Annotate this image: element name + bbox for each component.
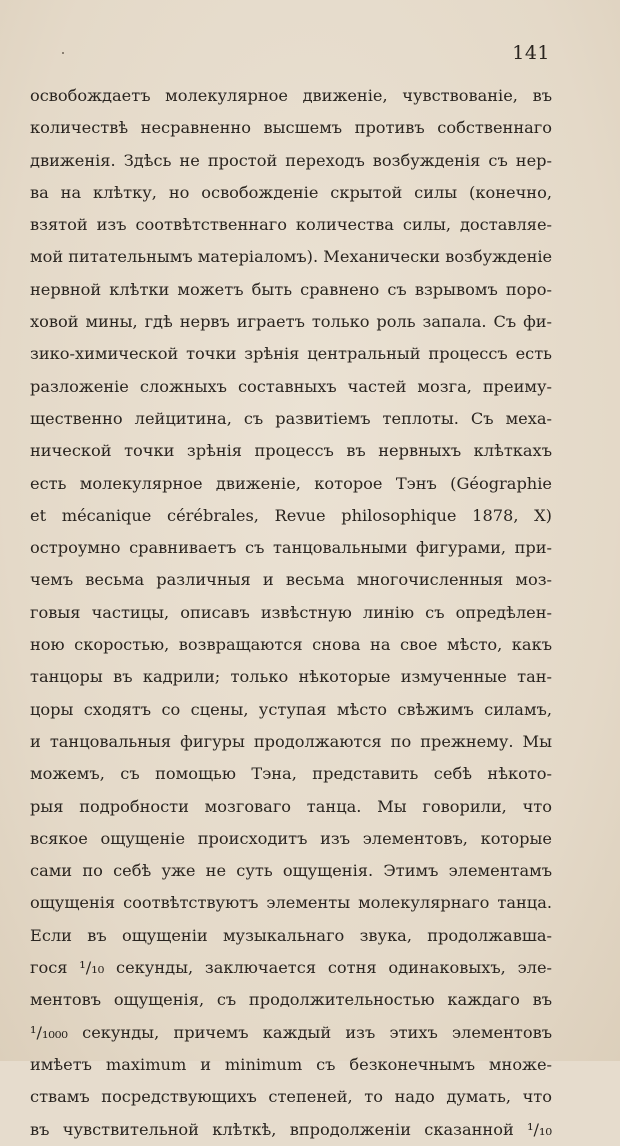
text-line: цоры сходятъ со сцены, уступая мѣсто свѣжимъ силамъ, — [30, 699, 552, 719]
text-line: можемъ, съ помощью Тэна, представить себѣ нѣкото- — [30, 764, 552, 784]
text-line: et mécanique cérébrales, Revue philosophique 1878, X) — [30, 505, 552, 525]
text-line: чемъ весьма различныя и весьма многочисленныя моз- — [30, 570, 552, 590]
text-line: зико-химической точки зрѣнія центральный процессъ есть — [30, 344, 552, 364]
text-line: ною скоростью, возвращаются снова на свое мѣсто, какъ — [30, 635, 552, 655]
text-line: ховой мины, гдѣ нервъ играетъ только роль запала. Съ фи- — [30, 312, 552, 332]
ink-speck — [62, 52, 64, 54]
text-line: ментовъ ощущенія, съ продолжительностью каждаго въ — [30, 990, 552, 1010]
text-line: освобождаетъ молекулярное движеніе, чувствованіе, въ — [30, 86, 552, 105]
text-line: танцоры въ кадрили; только нѣкоторые измученные тан- — [30, 667, 552, 687]
text-line: взятой изъ соотвѣтственнаго количества силы, доставляе- — [30, 215, 552, 235]
text-line: разложеніе сложныхъ составныхъ частей мозга, преиму- — [30, 376, 552, 396]
text-line: ¹/₁₀₀₀ секунды, причемъ каждый изъ этихъ элементовъ — [30, 1022, 552, 1042]
body-text — [30, 80, 552, 1146]
text-line: движенія. Здѣсь не простой переходъ возбужденія съ нер- — [30, 150, 552, 170]
text-line: имѣетъ maximum и minimum съ безконечнымъ множе- — [30, 1054, 552, 1074]
text-line: нической точки зрѣнія процессъ въ нервныхъ клѣткахъ — [30, 441, 552, 461]
text-line: въ чувствительной клѣткѣ, впродолженіи сказанной ¹/₁₀ — [30, 1119, 552, 1139]
text-line: остроумно сравниваетъ съ танцовальными фигурами, при- — [30, 538, 552, 558]
text-line: рыя подробности мозговаго танца. Мы говорили, что — [30, 796, 552, 816]
text-line: гося ¹/₁₀ секунды, заключается сотня одинаковыхъ, эле- — [30, 958, 552, 978]
page-number: 141 — [512, 42, 550, 64]
text-line: ва на клѣтку, но освобожденіе скрытой силы (конечно, — [30, 182, 552, 202]
text-line: сами по себѣ уже не суть ощущенія. Этимъ элементамъ — [30, 861, 552, 881]
text-line: Если въ ощущеніи музыкальнаго звука, продолжавша- — [30, 925, 552, 945]
text-line: щественно лейцитина, съ развитіемъ теплоты. Съ меха- — [30, 408, 552, 428]
text-line: ощущенія соотвѣтствуютъ элементы молекулярнаго танца. — [30, 893, 552, 913]
text-line: мой питательнымъ матеріаломъ). Механически возбужденіе — [30, 247, 552, 267]
text-line: нервной клѣтки можетъ быть сравнено съ взрывомъ поро- — [30, 279, 552, 299]
text-line: количествѣ несравненно высшемъ противъ собственнаго — [30, 118, 552, 138]
text-line: всякое ощущеніе происходитъ изъ элементовъ, которые — [30, 828, 552, 848]
text-line: ствамъ посредствующихъ степеней, то надо думать, что — [30, 1087, 552, 1107]
text-line: и танцовальныя фигуры продолжаются по прежнему. Мы — [30, 731, 552, 751]
text-line: есть молекулярное движеніе, которое Тэнъ (Géographie — [30, 473, 552, 493]
text-line: говыя частицы, описавъ извѣстную линію съ опредѣлен- — [30, 602, 552, 622]
